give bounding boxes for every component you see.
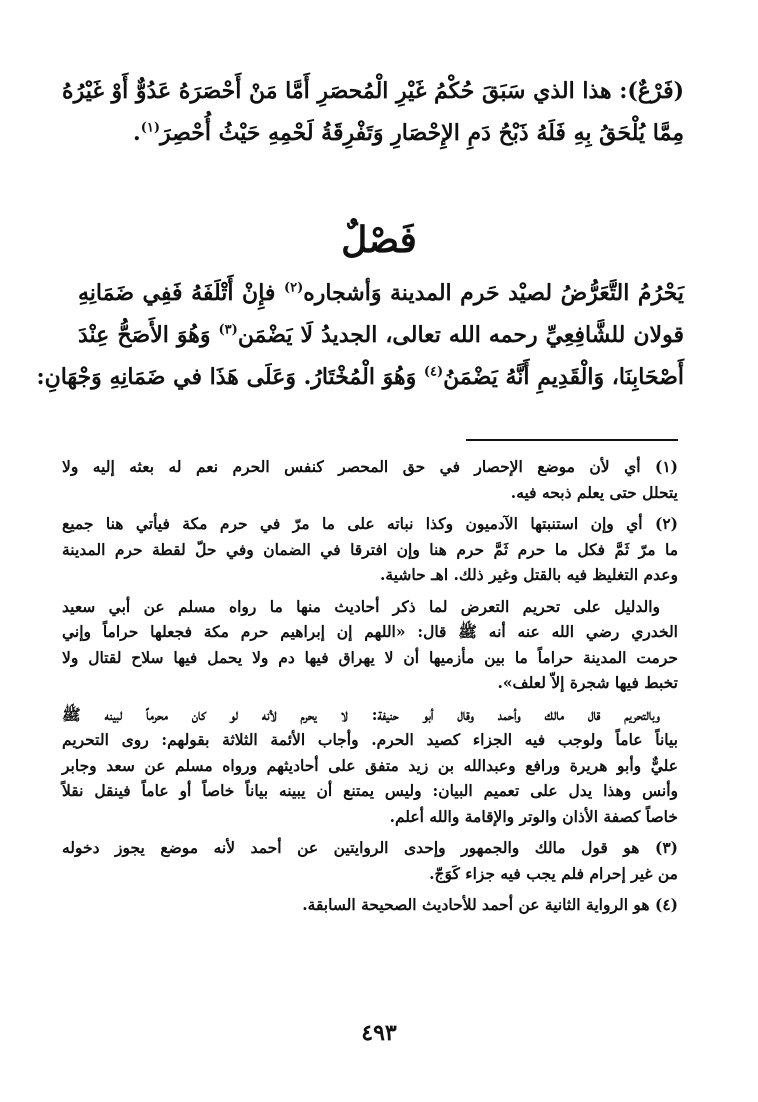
section-heading: فَصْلٌ xyxy=(341,219,417,261)
footnote-line: (٣) هو قول مالك والجمهور وإحدى الروايتين عن أحمد لأنه موضع يجوز دخوله xyxy=(62,838,678,857)
page-number: ٤٩٣ xyxy=(361,1020,397,1046)
footnote-2-continuation-a xyxy=(62,594,678,696)
footnote-reference[interactable]: (٣) xyxy=(218,322,238,338)
footnote-2-continuation-b xyxy=(62,702,678,830)
paragraph-line-text: أَصْحَابِنَا، وَالْقَدِيمِ أَنَّهُ يَضْمَنُ xyxy=(443,364,684,390)
footnote-line: الخدري رضي الله عنه أنه ﷺ قال: «اللهم إن إبراهيم حرم مكة فجعلها حراماً وإني xyxy=(62,622,678,641)
footnote-line: عليٌّ وأبو هريرة ورافع وعبدالله بن زيد متفق على أحاديثهم ورواه مسلم عن سعد وجابر xyxy=(62,755,678,775)
paragraph-line-text: وَهُوَ الْمُخْتَارُ. وَعَلَى هَذَا في ضَمَانِهِ وَجْهَانِ: xyxy=(36,364,424,390)
footnote-line: (٢) أي وإن استنبتها الآدميون وكذا نباته على ما مرّ في حرم مكة فيأتي هنا جميع xyxy=(62,514,678,533)
footnote-reference[interactable]: (١) xyxy=(140,120,161,136)
paragraph-line-text: قولان للشَّافِعِيِّ رحمه الله تعالى، الجديدُ لَا يَضْمَن xyxy=(237,322,684,348)
footnote-line: خاصاً كصفة الأذان والوتر والإقامة والله أعلم. xyxy=(389,806,678,826)
paragraph-line-text: فإِنْ أَتْلَفَهُ فَفِي ضَمَانِهِ xyxy=(78,280,284,306)
footnote-1 xyxy=(62,454,678,505)
footnote-line: (١) أي لأن موضع الإحصار في حق المحصر كنفس الحرم نعم له بعثه إليه ولا xyxy=(62,457,678,476)
footnotes-section xyxy=(62,454,678,924)
paragraph-line: (فَرْعٌ): هذا الذي سَبَقَ حُكْمُ غَيْرِ الْمُحصَرِ أَمَّا مَنْ أَحْصَرَهُ عَدُوٌّ أَوْ غَيْرُهُ xyxy=(62,78,684,104)
footnote-line: وعدم التغليظ فيه بالقتل وغير ذلك. اهـ حاشية. xyxy=(380,565,678,584)
footnote-line: ما مرّ ثَمَّ فكل ما حرم ثَمَّ حرم هنا وإن افترقا في الضمان وفي حلّ لقطة حرم المدينة xyxy=(62,539,678,559)
footnote-3 xyxy=(62,835,678,886)
paragraph-line-text: وَهُوَ الأَصَحُّ عِنْدَ xyxy=(78,322,219,348)
footnote-line: وأنس وهذا يدل على تعميم البيان: وليس يمتنع أن يبينه بياناً خاصاً أو عاماً فينقل نقلاً xyxy=(62,781,678,800)
footnote-4 xyxy=(62,892,678,918)
paragraph-line-tail: . xyxy=(133,120,141,146)
footnote-line: والدليل على تحريم التعرض لما ذكر أحاديث منها ما رواه مسلم عن أبي سعيد xyxy=(62,596,660,616)
footnote-line: تخبط فيها شجرة إلاّ لعلف». xyxy=(497,673,678,692)
footnote-line: يتحلل حتى يعلم ذبحه فيه. xyxy=(510,482,678,502)
main-paragraph-1 xyxy=(62,70,684,154)
paragraph-line xyxy=(36,356,684,398)
paragraph-line xyxy=(78,112,684,154)
footnote-line: من غير إحرام فلم يجب فيه جزاء كَوَجّ. xyxy=(429,863,678,883)
footnote-separator xyxy=(466,439,678,441)
footnote-reference[interactable]: (٤) xyxy=(423,364,444,380)
paragraph-line-text: يَحْرُمُ التَّعَرُّضُ لصيْد حَرم المدينة وَأشجاره xyxy=(303,280,684,306)
paragraph-line xyxy=(78,314,684,356)
main-paragraph-2 xyxy=(36,272,684,398)
paragraph-line xyxy=(78,272,684,314)
paragraph-line-text: مِمَّا يُلْحَقُ بِهِ فَلَهُ ذَبْحُ دَمِ الإِحْصَارِ وَتَفْرِقَةُ لَحْمِهِ حَيْثُ أُحْصِرَ xyxy=(160,120,684,146)
footnote-line: (٤) هو الرواية الثانية عن أحمد للأحاديث الصحيحة السابقة. xyxy=(302,895,678,914)
footnote-line: حرمت المدينة حراماً ما بين مأزميها أن لا يهراق فيها دم ولا يحمل فيها سلاح لقتال ولا xyxy=(62,647,678,667)
footnote-reference[interactable]: (٢) xyxy=(283,280,304,296)
footnote-line: وبالتحريم قال مالك وأحمد وقال أبو حنيفة: لا يحرم لأنه لو كان محرماً لبينه ﷺ xyxy=(62,704,660,724)
footnote-2 xyxy=(62,511,678,588)
footnote-line: بياناً عاماً ولوجب فيه الجزاء كصيد الحرم. وأجاب الأئمة الثلاثة بقولهم: روى التحريم xyxy=(62,730,678,749)
